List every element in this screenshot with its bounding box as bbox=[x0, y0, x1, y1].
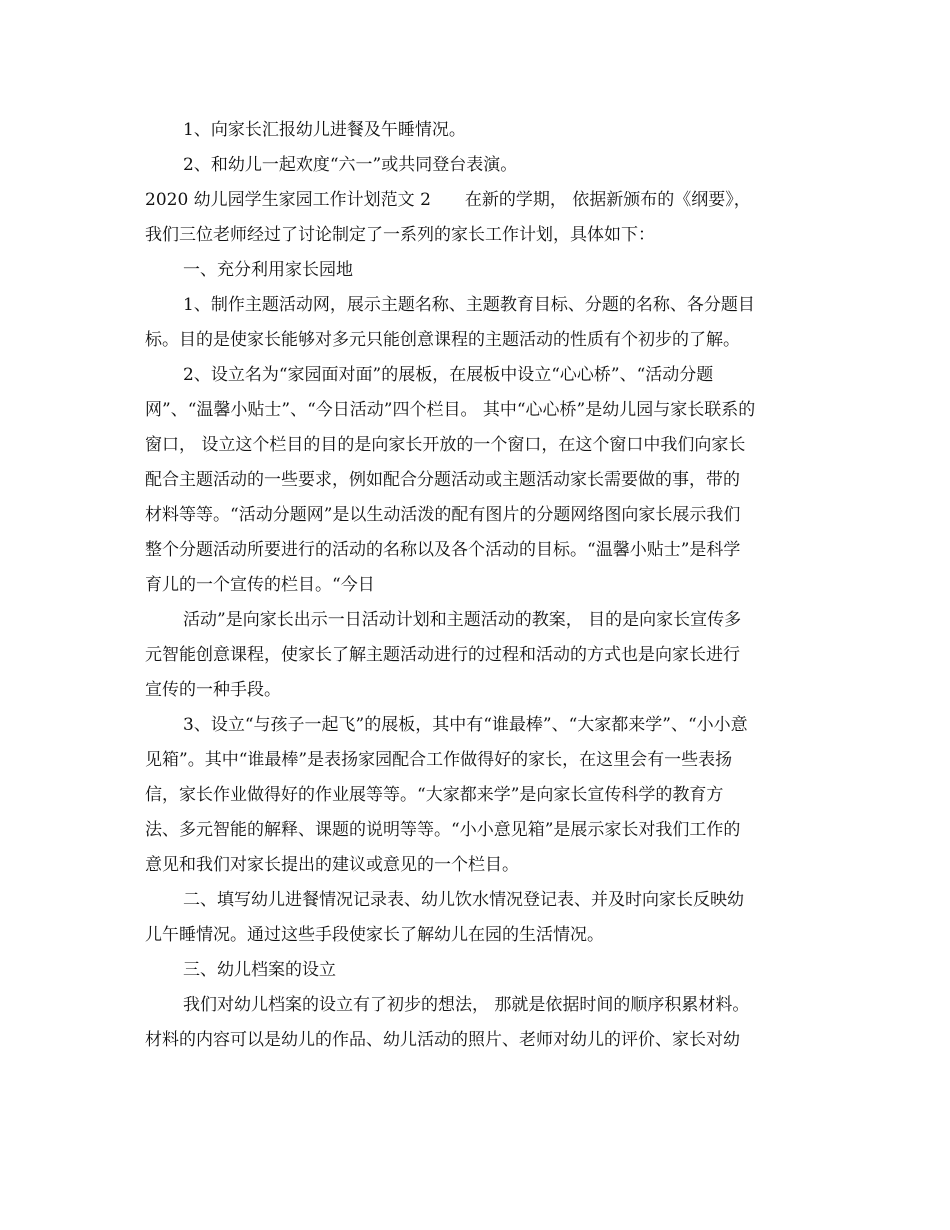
text-line: 意见和我们对家长提出的建议或意见的一个栏目。 bbox=[145, 855, 519, 875]
text-line: 三、幼儿档案的设立 bbox=[183, 960, 336, 980]
text-line: 我们对幼儿档案的设立有了初步的想法， 那就是依据时间的顺序积累材料。 bbox=[183, 995, 750, 1015]
text-line: 标。目的是使家长能够对多元只能创意课程的主题活动的性质有个初步的了解。 bbox=[145, 330, 740, 350]
text-line: 育儿的一个宣传的栏目。“今日 bbox=[145, 575, 375, 595]
text-line: 二、填写幼儿进餐情况记录表、幼儿饮水情况登记表、并及时向家长反映幼 bbox=[183, 890, 744, 910]
text-line: 配合主题活动的一些要求，例如配合分题活动或主题活动家长需要做的事，带的 bbox=[145, 470, 740, 490]
text-line: 我们三位老师经过了讨论制定了一系列的家长工作计划，具体如下： bbox=[145, 225, 655, 245]
text-line: 3、设立“与孩子一起飞”的展板，其中有“谁最棒”、“大家都来学”、“小小意 bbox=[183, 715, 748, 735]
text-line: 网”、“温馨小贴士”、“今日活动”四个栏目。 其中“心心桥”是幼儿园与家长联系的 bbox=[145, 400, 756, 420]
text-line: 1、制作主题活动网，展示主题名称、主题教育目标、分题的名称、各分题目 bbox=[183, 295, 755, 315]
text-line: 信，家长作业做得好的作业展等等。“大家都来学”是向家长宣传科学的教育方 bbox=[145, 785, 724, 805]
text-line: 元智能创意课程，使家长了解主题活动进行的过程和活动的方式也是向家长进行 bbox=[145, 645, 740, 665]
text-line: 见箱”。其中“谁最棒”是表扬家园配合工作做得好的家长，在这里会有一些表扬 bbox=[145, 750, 733, 770]
text-line: 2020 幼儿园学生家园工作计划范文 2 在新的学期， 依据新颁布的《纲要》， bbox=[145, 190, 751, 210]
text-line: 2、设立名为“家园面对面”的展板，在展板中设立“心心桥”、“活动分题 bbox=[183, 365, 714, 385]
text-line: 整个分题活动所要进行的活动的名称以及各个活动的目标。“温馨小贴士”是科学 bbox=[145, 540, 741, 560]
text-line: 材料的内容可以是幼儿的作品、幼儿活动的照片、老师对幼儿的评价、家长对幼 bbox=[145, 1030, 740, 1050]
text-line: 窗口， 设立这个栏目的目的是向家长开放的一个窗口，在这个窗口中我们向家长 bbox=[145, 435, 746, 455]
text-line: 材料等等。“活动分题网”是以生动活泼的配有图片的分题网络图向家长展示我们 bbox=[145, 505, 741, 525]
text-line: 法、多元智能的解释、课题的说明等等。“小小意见箱”是展示家长对我们工作的 bbox=[145, 820, 741, 840]
text-line: 宣传的一种手段。 bbox=[145, 680, 281, 700]
text-line: 1、向家长汇报幼儿进餐及午睡情况。 bbox=[183, 120, 466, 140]
text-line: 2、和幼儿一起欢度“六一”或共同登台表演。 bbox=[183, 155, 518, 175]
text-line: 儿午睡情况。通过这些手段使家长了解幼儿在园的生活情况。 bbox=[145, 925, 604, 945]
document-body bbox=[145, 113, 805, 1058]
text-line: 一、充分利用家长园地 bbox=[183, 260, 353, 280]
text-line: 活动”是向家长出示一日活动计划和主题活动的教案， 目的是向家长宣传多 bbox=[183, 610, 742, 630]
